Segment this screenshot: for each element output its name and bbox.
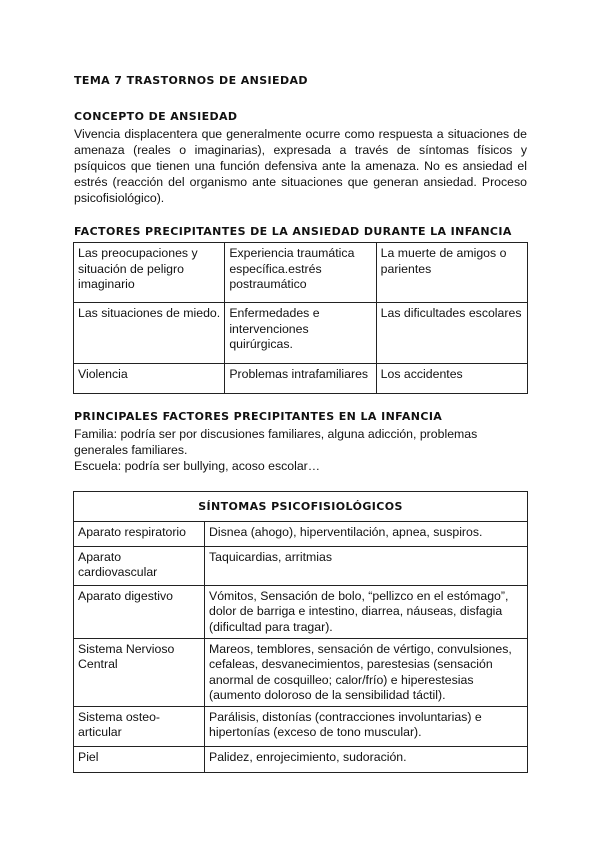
- sintomas-heading: SÍNTOMAS PSICOFISIOLÓGICOS: [74, 492, 528, 522]
- table-cell: Aparato digestivo: [74, 585, 205, 638]
- table-cell: Aparato cardiovascular: [74, 546, 205, 585]
- table-row: [74, 585, 528, 638]
- table-cell: Sistema osteo-articular: [74, 706, 205, 746]
- table-cell: Las situaciones de miedo.: [74, 303, 225, 364]
- document-title: TEMA 7 TRASTORNOS DE ANSIEDAD: [74, 74, 308, 87]
- table-row: [74, 706, 528, 746]
- table-cell: Enfermedades e intervenciones quirúrgicas.: [225, 303, 376, 364]
- table-cell: Taquicardias, arritmias: [205, 546, 528, 585]
- table-cell: Palidez, enrojecimiento, sudoración.: [205, 746, 528, 772]
- table-header-row: [74, 492, 528, 522]
- table-cell: Los accidentes: [376, 364, 527, 394]
- table-cell: Vómitos, Sensación de bolo, “pellizco en el estómago”, dolor de barriga e intestino, diarrea, náuseas, disfagia (dificultad para tragar).: [205, 585, 528, 638]
- table-cell: Problemas intrafamiliares: [225, 364, 376, 394]
- sintomas-table: [73, 491, 528, 773]
- table-cell: Las preocupaciones y situación de peligro imaginario: [74, 243, 225, 303]
- table-cell: Violencia: [74, 364, 225, 394]
- escuela-text: Escuela: podría ser bullying, acoso escolar…: [74, 459, 321, 473]
- table-row: [74, 364, 528, 394]
- table-cell: Mareos, temblores, sensación de vértigo, convulsiones, cefaleas, desvanecimientos, parestesias (sensación anormal de cosquilleo; calor/frío) e hiperestesias (aumento doloroso de la sensibilidad táctil).: [205, 638, 528, 706]
- table-row: [74, 303, 528, 364]
- table-row: [74, 243, 528, 303]
- principales-heading: PRINCIPALES FACTORES PRECIPITANTES EN LA INFANCIA: [74, 410, 443, 423]
- table-cell: Piel: [74, 746, 205, 772]
- table-cell: Las dificultades escolares: [376, 303, 527, 364]
- concepto-heading: CONCEPTO DE ANSIEDAD: [74, 110, 238, 123]
- factores-heading: FACTORES PRECIPITANTES DE LA ANSIEDAD DURANTE LA INFANCIA: [74, 225, 512, 238]
- table-cell: Disnea (ahogo), hiperventilación, apnea, suspiros.: [205, 521, 528, 546]
- concepto-paragraph: Vivencia displacentera que generalmente ocurre como respuesta a situaciones de amenaza (reales o imaginarias), expresada a través de síntomas físicos y psíquicos que tienen una función defensiva ante la amenaza. No es ansiedad el estrés (reacción del organismo ante situaciones que generan ansiedad. Proceso psicofisiológico).: [74, 127, 527, 205]
- table-cell: Sistema Nervioso Central: [74, 638, 205, 706]
- table-cell: La muerte de amigos o parientes: [376, 243, 527, 303]
- table-cell: Aparato respiratorio: [74, 521, 205, 546]
- table-cell: Experiencia traumática específica.estrés postraumático: [225, 243, 376, 303]
- familia-text: Familia: podría ser por discusiones familiares, alguna adicción, problemas generales familiares.: [74, 427, 478, 457]
- factores-table: [73, 242, 528, 394]
- table-row: [74, 638, 528, 706]
- table-cell: Parálisis, distonías (contracciones involuntarias) e hipertonías (exceso de tono muscular).: [205, 706, 528, 746]
- table-row: [74, 521, 528, 546]
- table-row: [74, 546, 528, 585]
- table-row: [74, 746, 528, 772]
